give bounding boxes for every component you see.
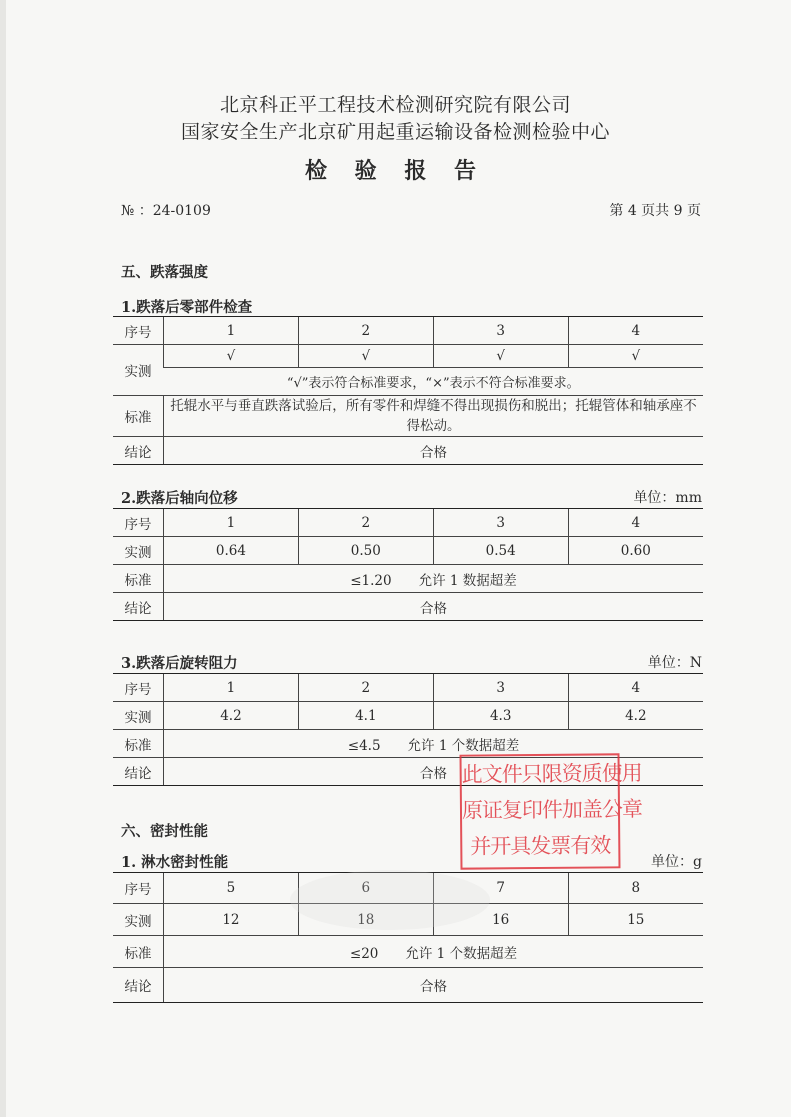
table-row	[113, 317, 703, 345]
row-label: 结论	[113, 968, 164, 1003]
standard-text: ≤20 允许 1 个数据超差	[164, 936, 704, 968]
center-name: 国家安全生产北京矿用起重运输设备检测检验中心	[180, 121, 610, 143]
table-row	[113, 936, 703, 968]
row-label: 序号	[113, 873, 164, 904]
table-6-1-title: 1. 淋水密封性能	[121, 854, 229, 871]
table-5-3-unit: 单位：N	[647, 655, 702, 671]
table-row	[113, 968, 703, 1003]
table-cell: 4	[568, 317, 703, 345]
table-cell: 0.50	[298, 537, 433, 565]
table-cell: √	[433, 345, 568, 368]
table-cell: 15	[568, 904, 703, 936]
table-5-2-title: 2.跌落后轴向位移	[121, 490, 238, 507]
conclusion-text: 合格	[164, 758, 704, 786]
table-cell: 6	[298, 873, 433, 904]
row-label: 标准	[113, 565, 164, 593]
table-cell: 2	[298, 674, 433, 702]
row-label: 实测	[113, 537, 164, 565]
table-cell: √	[568, 345, 703, 368]
table-cell: 18	[298, 904, 433, 936]
table-cell: 7	[433, 873, 568, 904]
table-cell: √	[298, 345, 433, 368]
section-6-title: 六、密封性能	[121, 823, 208, 840]
standard-text: 托辊水平与垂直跌落试验后，所有零件和焊缝不得出现损伤和脱出；托辊管体和轴承座不得松动。	[164, 396, 704, 437]
table-cell: 0.54	[433, 537, 568, 565]
table-5-3-title: 3.跌落后旋转阻力	[121, 655, 238, 672]
row-label: 结论	[113, 437, 164, 465]
table-cell: 1	[164, 509, 299, 537]
table-cell: 5	[164, 873, 299, 904]
red-seal-stamp	[460, 753, 643, 869]
standard-text: ≤4.5 允许 1 个数据超差	[164, 730, 704, 758]
table-cell: 3	[433, 674, 568, 702]
table-cell: 4.2	[568, 702, 703, 730]
conclusion-text: 合格	[164, 593, 704, 621]
table-cell: √	[164, 345, 299, 368]
stamp-line: 原证复印件加盖公章	[461, 797, 643, 823]
table-cell: 12	[164, 904, 299, 936]
row-label: 实测	[113, 702, 164, 730]
row-label: 结论	[113, 758, 164, 786]
table-row	[113, 509, 703, 537]
table-5-1	[113, 316, 703, 465]
row-label: 标准	[113, 936, 164, 968]
table-5-2	[113, 508, 703, 621]
company-name: 北京科正平工程技术检测研究院有限公司	[219, 94, 571, 116]
table-cell: 3	[433, 509, 568, 537]
table-cell: 16	[433, 904, 568, 936]
table-cell: 1	[164, 317, 299, 345]
table-6-1-unit: 单位：g	[651, 854, 702, 870]
table-cell: 3	[433, 317, 568, 345]
table-row	[113, 565, 703, 593]
table-row	[113, 345, 703, 368]
row-label: 标准	[113, 730, 164, 758]
table-cell: 4	[568, 509, 703, 537]
page-info: 第 4 页共 9 页	[609, 203, 701, 219]
table-5-1-title: 1.跌落后零部件检查	[121, 299, 253, 316]
row-label: 标准	[113, 396, 164, 437]
table-row	[113, 368, 703, 396]
conclusion-text: 合格	[164, 437, 704, 465]
table-cell: 2	[298, 317, 433, 345]
stamp-line: 此文件只限资质使用	[461, 761, 642, 787]
table-cell: 1	[164, 674, 299, 702]
report-title: 检 验 报 告	[305, 158, 486, 184]
table-cell: 4.2	[164, 702, 299, 730]
row-label: 实测	[113, 904, 164, 936]
table-cell: 2	[298, 509, 433, 537]
row-label: 结论	[113, 593, 164, 621]
section-5-title: 五、跌落强度	[121, 264, 208, 281]
table-row	[113, 537, 703, 565]
table-cell: 8	[568, 873, 703, 904]
table-cell: 4	[568, 674, 703, 702]
table-cell: 4.1	[298, 702, 433, 730]
table-row	[113, 396, 703, 437]
table-cell: 4.3	[433, 702, 568, 730]
table-row	[113, 437, 703, 465]
row-label: 序号	[113, 509, 164, 537]
table-row	[113, 674, 703, 702]
report-number: № ：24-0109	[121, 203, 211, 219]
conclusion-text: 合格	[164, 968, 704, 1003]
table-cell: 0.64	[164, 537, 299, 565]
standard-text: ≤1.20 允许 1 数据超差	[164, 565, 704, 593]
row-label: 实测	[113, 345, 164, 396]
table-row	[113, 593, 703, 621]
stamp-line: 并开具发票有效	[470, 833, 611, 859]
row-label: 序号	[113, 317, 164, 345]
table-cell: 0.60	[568, 537, 703, 565]
faint-watermark	[290, 870, 490, 930]
table-5-2-unit: 单位：mm	[633, 490, 702, 506]
table-row	[113, 702, 703, 730]
symbol-note: “√”表示符合标准要求，“×”表示不符合标准要求。	[164, 368, 704, 396]
row-label: 序号	[113, 674, 164, 702]
